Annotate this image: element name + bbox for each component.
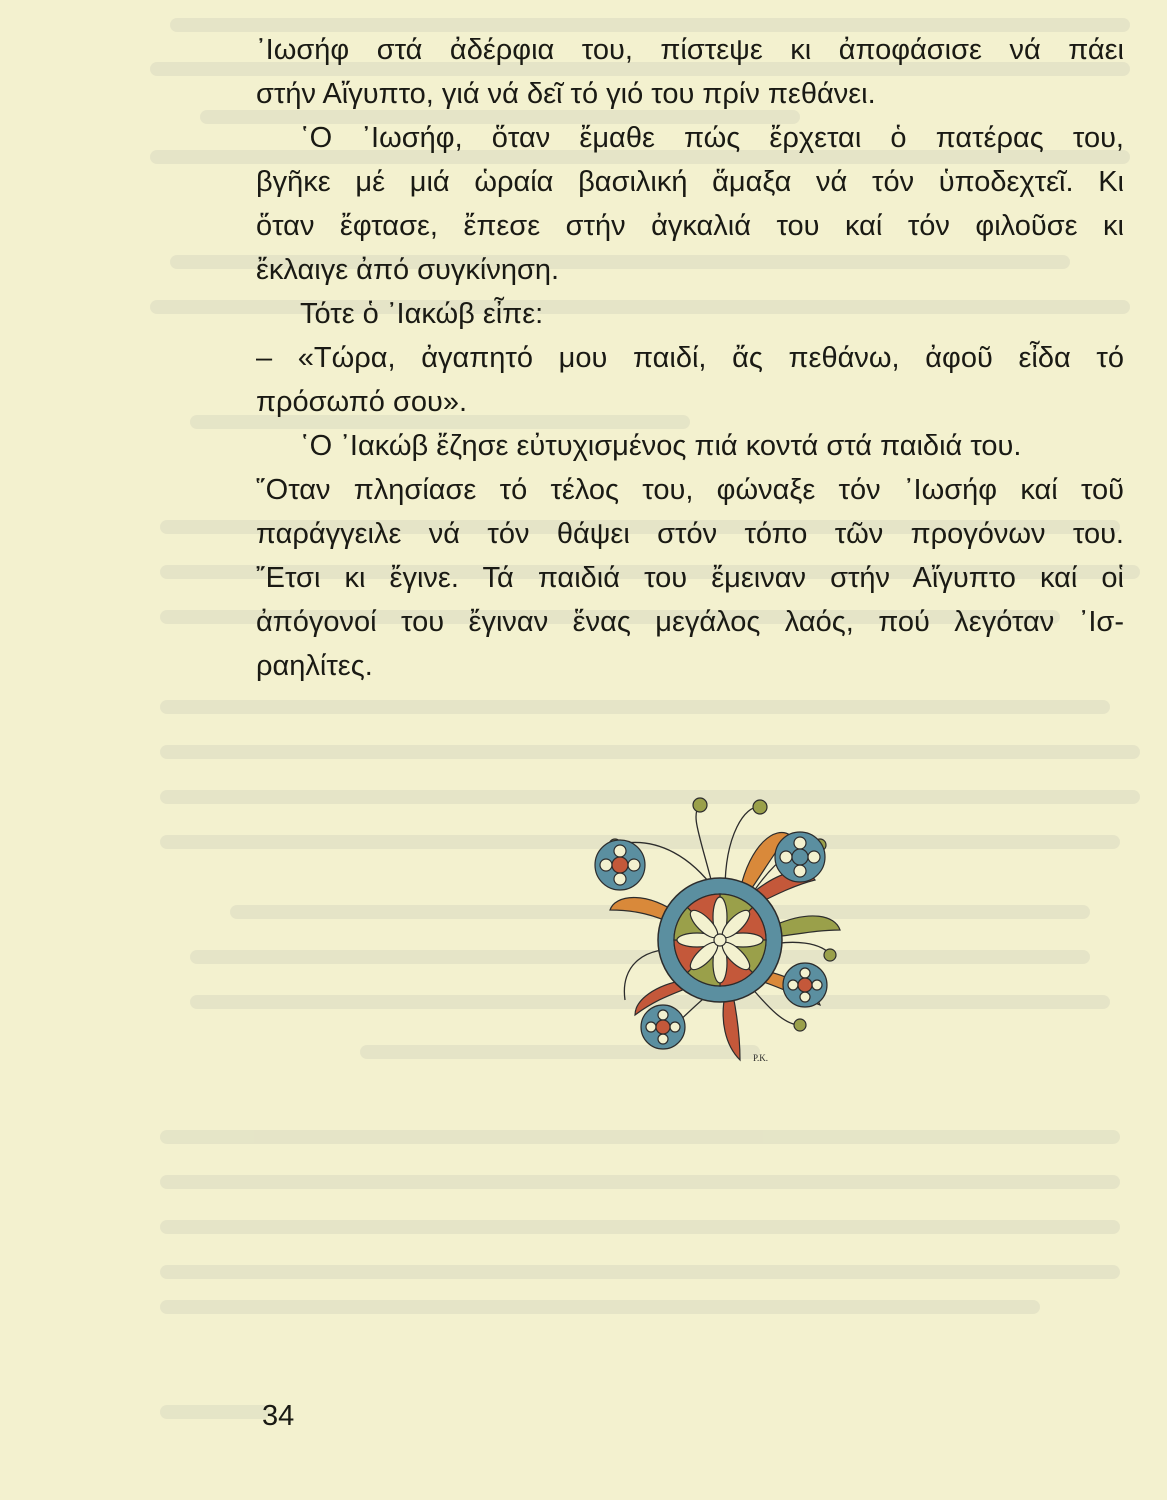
artist-signature: P.K. (753, 1053, 769, 1063)
text-line: ῾Ο ᾿Ιακώβ ἔζησε εὐτυχισμένος πιά κοντά στά παιδιά του. (300, 430, 1022, 462)
paragraph (256, 468, 1124, 688)
paragraph (256, 28, 1124, 116)
floral-ornament (575, 795, 875, 1070)
text-line: βγῆκε μέ μιά ὡραία βασιλική ἅμαξα νά τόν ὑποδεχτεῖ. Κι (256, 166, 1124, 198)
text-line: Τότε ὁ ᾿Ιακώβ εἶπε: (300, 298, 544, 330)
text-line: ᾿Ιωσήφ στά ἀδέρφια του, πίστεψε κι ἀποφάσισε νά πάει (256, 34, 1124, 66)
text-line: ὅταν ἔφτασε, ἔπεσε στήν ἀγκαλιά του καί τόν φιλοῦσε κι (256, 210, 1124, 242)
text-line: παράγγειλε νά τόν θάψει στόν τόπο τῶν προγόνων του. (256, 518, 1124, 550)
text-line: ῾Ο ᾿Ιωσήφ, ὅταν ἔμαθε πώς ἔρχεται ὁ πατέρας του, (300, 122, 1124, 154)
paragraph (256, 336, 1124, 424)
text-line: στήν Αἴγυπτο, γιά νά δεῖ τό γιό του πρίν πεθάνει. (256, 78, 876, 110)
central-rosette (658, 878, 782, 1002)
text-line: ῞Οταν πλησίασε τό τέλος του, φώναξε τόν ᾿Ιωσήφ καί τοῦ (256, 474, 1124, 506)
text-line: – «Τώρα, ἀγαπητό μου παιδί, ἄς πεθάνω, ἀφοῦ εἶδα τό (256, 342, 1124, 374)
paragraph (256, 424, 1124, 468)
text-line: πρόσωπό σου». (256, 386, 468, 418)
paragraph (256, 292, 1124, 336)
body-text (256, 28, 1124, 688)
text-line: ἔκλαιγε ἀπό συγκίνηση. (256, 254, 560, 286)
text-line: ἀπόγονοί του ἔγιναν ἕνας μεγάλος λαός, πού λεγόταν ᾿Ισ- (256, 606, 1124, 638)
text-line: ραηλίτες. (256, 650, 373, 682)
page-number: 34 (262, 1400, 295, 1432)
paragraph (256, 116, 1124, 292)
text-line: ῎Ετσι κι ἔγινε. Τά παιδιά του ἔμειναν στήν Αἴγυπτο καί οἱ (256, 562, 1124, 594)
